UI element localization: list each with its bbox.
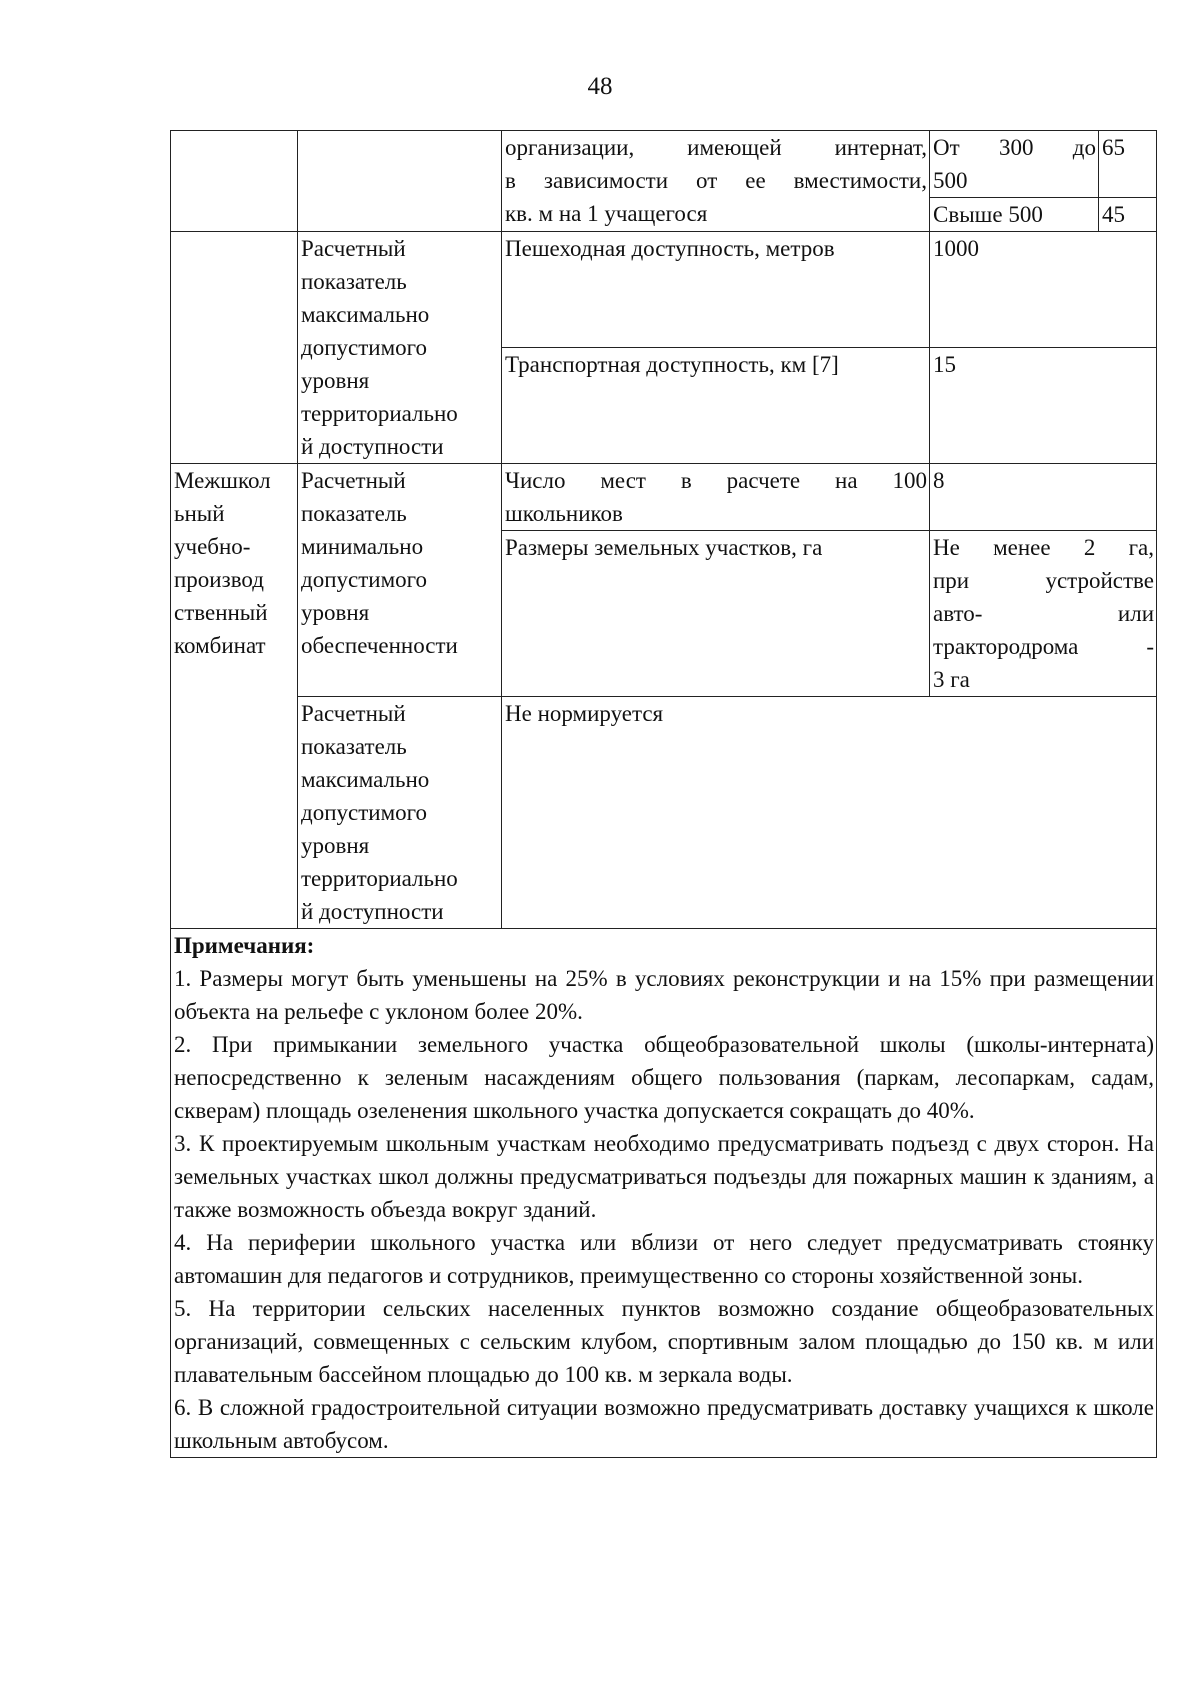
internat-area-desc: организации, имеющей интернат, в зависимости от ее вместимости, кв. м на 1 учащегося (502, 131, 930, 232)
min-provision-indicator: Расчетный показатель минимально допустимого уровня обеспеченности (298, 464, 502, 697)
capacity-over-500: Свыше 500 (930, 198, 1099, 232)
area-value-65: 65 (1099, 131, 1157, 198)
table-row (171, 232, 1157, 348)
table-row (171, 929, 1157, 1458)
note-item: 5. На территории сельских населенных пунктов возможно создание общеобразовательных организаций, совмещенных с сельским клубом, спортивным залом площадью до 150 кв. м или плавательным бассейном площадью до 100 кв. м зеркала воды. (174, 1296, 1154, 1387)
pedestrian-accessibility-label: Пешеходная доступность, метров (502, 232, 930, 348)
land-size-value: Не менее 2 га, при устройстве авто- или трактородрома - 3 га (930, 531, 1157, 697)
max-accessibility-indicator: Расчетный показатель максимально допустимого уровня территориально й доступности (298, 232, 502, 464)
table-row (171, 131, 1157, 198)
page-number: 48 (587, 73, 613, 100)
object-cell-empty (171, 131, 298, 232)
object-cell-empty (171, 232, 298, 464)
note-item: 3. К проектируемым школьным участкам необходимо предусматривать подъезд с двух сторон. На земельных участках школ должны предусматриваться подъезды для пожарных машин к зданиям, а также возможность объезда вокруг зданий. (174, 1131, 1154, 1222)
pedestrian-accessibility-value: 1000 (930, 232, 1157, 348)
note-item: 2. При примыкании земельного участка общеобразовательной школы (школы-интерната) непосредственно к зеленым насаждениям общего пользования (паркам, лесопаркам, садам, скверам) площадь озеленения школьного участка допускается сокращать до 40%. (174, 1032, 1154, 1123)
note-item: 6. В сложной градостроительной ситуации возможно предусматривать доставку учащихся к школе школьным автобусом. (174, 1395, 1154, 1453)
capacity-range-300-500: От 300 до 500 (930, 131, 1099, 198)
transport-accessibility-label: Транспортная доступность, км [7] (502, 348, 930, 464)
places-per-100-value: 8 (930, 464, 1157, 531)
land-size-label: Размеры земельных участков, га (502, 531, 930, 697)
places-per-100-label: Число мест в расчете на 100 школьников (502, 464, 930, 531)
notes-cell (171, 929, 1157, 1458)
note-item: 1. Размеры могут быть уменьшены на 25% в условиях реконструкции и на 15% при размещении объекта на рельефе с уклоном более 20%. (174, 966, 1154, 1024)
table-row (171, 697, 1157, 929)
norms-table (170, 130, 1157, 1458)
indicator-cell-empty (298, 131, 502, 232)
notes-title: Примечания: (174, 933, 315, 958)
not-regulated-value: Не нормируется (502, 697, 1157, 929)
transport-accessibility-value: 15 (930, 348, 1157, 464)
note-item: 4. На периферии школьного участка или вблизи от него следует предусматривать стоянку автомашин для педагогов и сотрудников, преимущественно со стороны хозяйственной зоны. (174, 1230, 1154, 1288)
max-accessibility-indicator: Расчетный показатель максимально допустимого уровня территориально й доступности (298, 697, 502, 929)
area-value-45: 45 (1099, 198, 1157, 232)
table-row (171, 464, 1157, 531)
interschool-complex-cell: Межшкол ьный учебно- производ ственный комбинат (171, 464, 298, 929)
